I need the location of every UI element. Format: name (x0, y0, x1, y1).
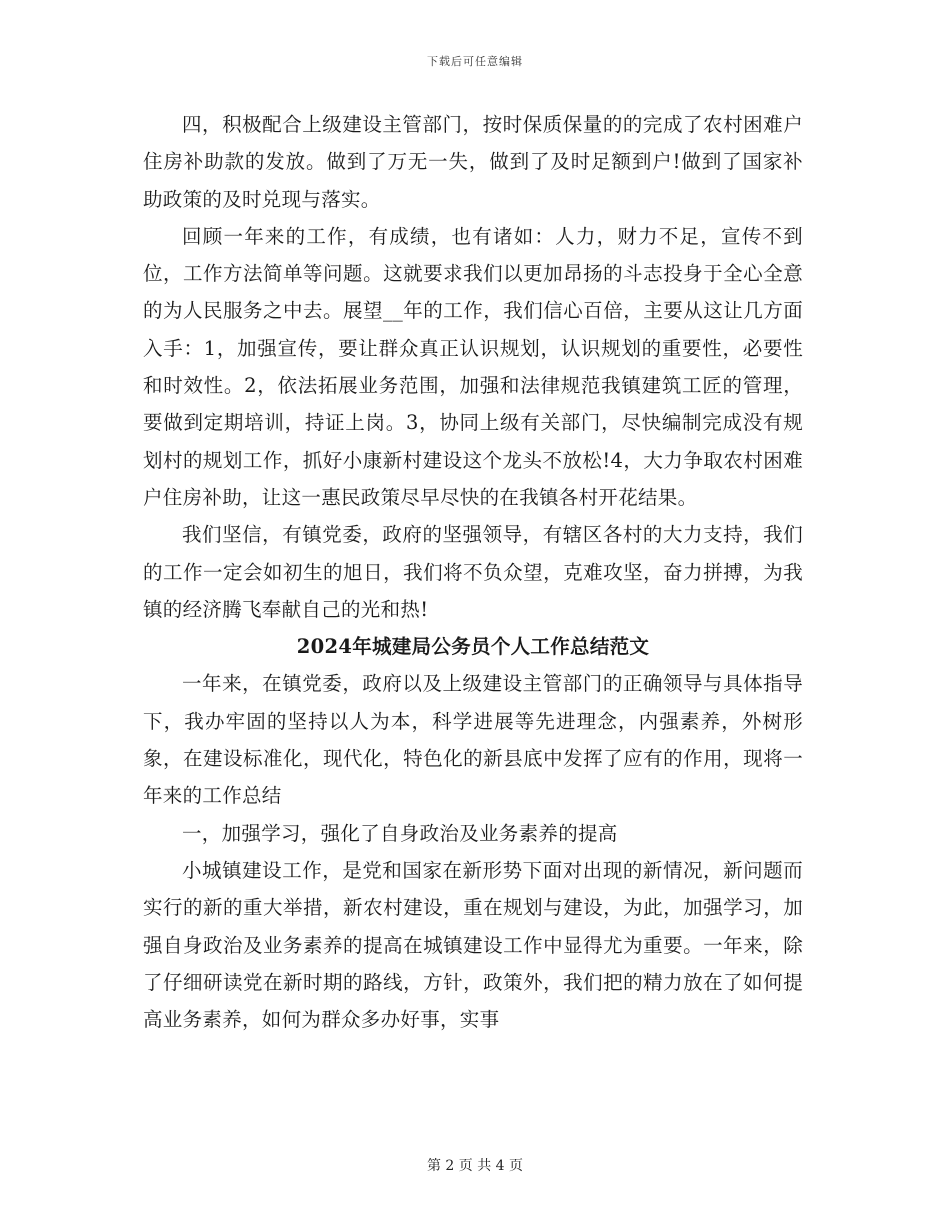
page-footer-number: 第 2 页 共 4 页 (426, 1158, 524, 1174)
paragraph-housing-subsidy: 四，积极配合上级建设主管部门，按时保质保量的的完成了农村困难户住房补助款的发放。做到了万无一失，做到了及时足额到户!做到了国家补助政策的及时兑现与落实。 (143, 113, 803, 211)
document-body (143, 106, 803, 1038)
paragraph-review-and-outlook: 回顾一年来的工作，有成绩，也有诸如：人力，财力不足，宣传不到位，工作方法简单等问题。这就要求我们以更加昂扬的斗志投身于全心全意的为人民服务之中去。展望__年的工作，我们信心百倍，主要从这让几方面入手：1，加强宣传，要让群众真正认识规划，认识规划的重要性，必要性和时效性。2，依法拓展业务范围，加强和法律规范我镇建筑工匠的管理，要做到定期培训，持证上岗。3，协同上级有关部门，尽快编制完成没有规划村的规划工作，抓好小康新村建设这个龙头不放松!4，大力争取农村困难户住房补助，让这一惠民政策尽早尽快的在我镇各村开花结果。 (143, 224, 803, 509)
section-title: 2024年城建局公务员个人工作总结范文 (296, 635, 650, 659)
paragraph-conviction: 我们坚信，有镇党委，政府的坚强领导，有辖区各村的大力支持，我们的工作一定会如初生的旭日，我们将不负众望，克难攻坚，奋力拼搏，为我镇的经济腾飞奉献自己的光和热! (143, 523, 803, 621)
paragraph-intro: 一年来，在镇党委，政府以及上级建设主管部门的正确领导与具体指导下，我办牢固的坚持以人为本，科学进展等先进理念，内强素养，外树形象，在建设标准化，现代化，特色化的新县底中发挥了应有的作用，现将一年来的工作总结 (143, 672, 803, 808)
paragraph-small-town-construction: 小城镇建设工作，是党和国家在新形势下面对出现的新情况，新问题而实行的新的重大举措，新农村建设，重在规划与建设，为此，加强学习，加强自身政治及业务素养的提高在城镇建设工作中显得尤为重要。一年来，除了仔细研读党在新时期的路线，方针，政策外，我们把的精力放在了如何提高业务素养，如何为群众多办好事，实事 (143, 858, 803, 1032)
paragraph-heading-study: 一，加强学习，强化了自身政治及业务素养的提高 (182, 821, 618, 845)
page-header-note: 下载后可任意编辑 (427, 55, 523, 68)
